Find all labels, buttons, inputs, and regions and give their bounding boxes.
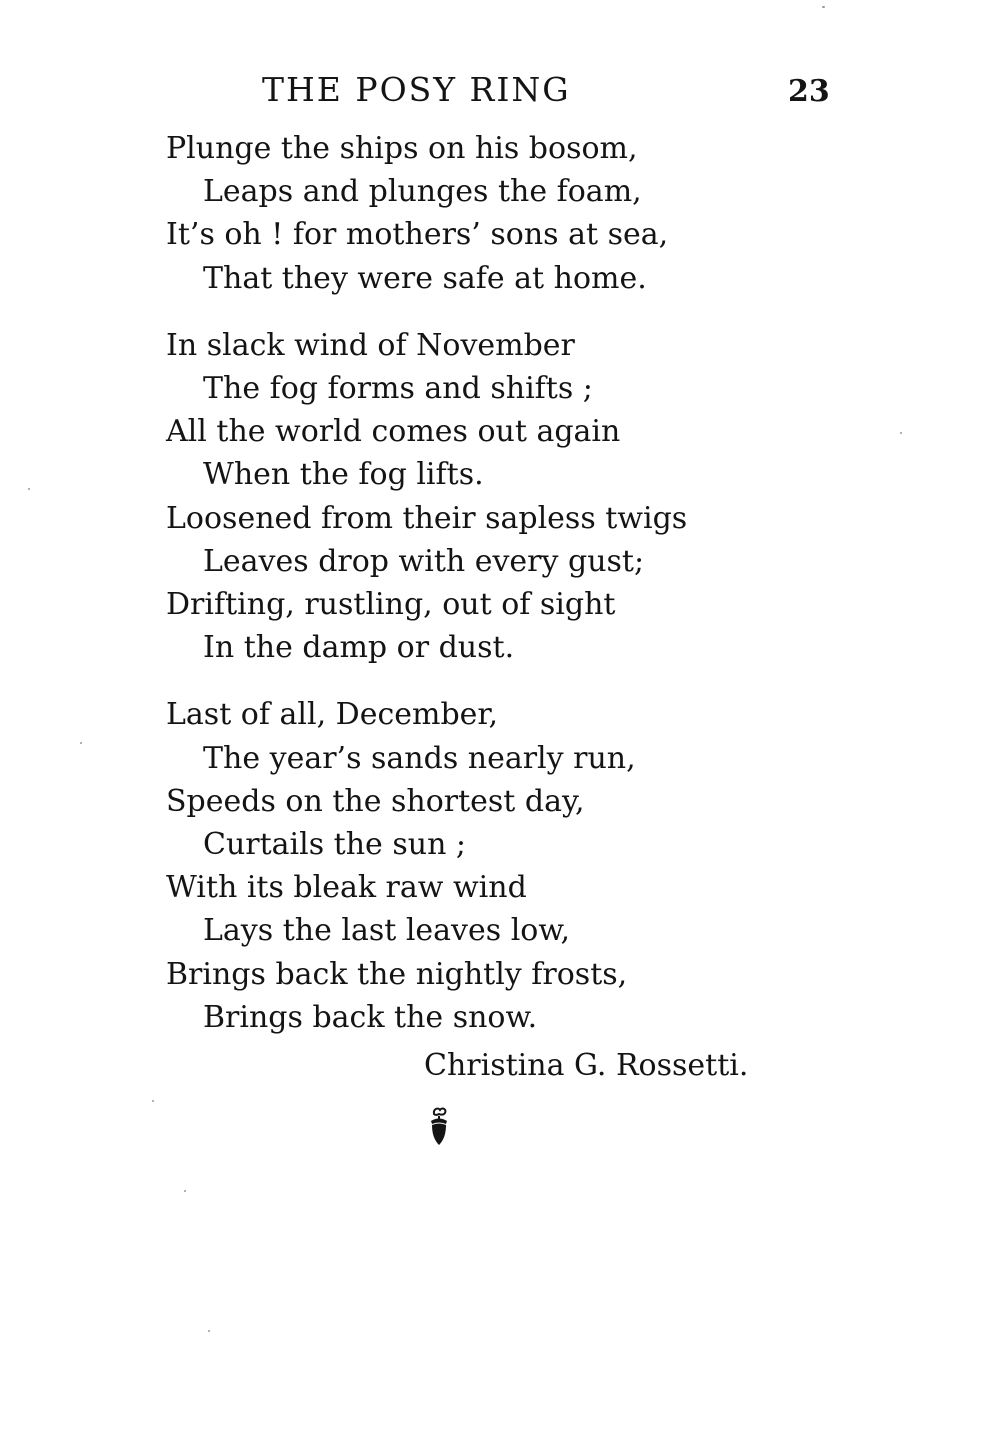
poem-line: When the fog lifts. xyxy=(203,457,484,493)
poem-line: Brings back the nightly frosts, xyxy=(166,956,628,992)
paper-speck xyxy=(208,1330,210,1332)
poem-line: That they were safe at home. xyxy=(203,260,647,296)
poem-line: Loosened from their sapless twigs xyxy=(166,500,688,536)
poem-line: It’s oh ! for mothers’ sons at sea, xyxy=(166,217,669,253)
stanza xyxy=(166,324,806,670)
poem-line: With its bleak raw wind xyxy=(166,870,527,906)
poem-line: Last of all, December, xyxy=(166,697,498,733)
paper-speck xyxy=(184,1190,186,1192)
paper-speck xyxy=(152,1100,154,1102)
poem-line: Drifting, rustling, out of sight xyxy=(166,587,616,623)
running-title: THE POSY RING xyxy=(262,70,571,109)
page-number: 23 xyxy=(788,74,830,109)
stanza xyxy=(166,127,806,300)
acorn-fleuron-icon xyxy=(424,1105,454,1150)
poem-line: Leaps and plunges the foam, xyxy=(203,174,642,210)
poem-line: Plunge the ships on his bosom, xyxy=(166,131,638,166)
poem-line: Speeds on the shortest day, xyxy=(166,783,585,819)
stanza xyxy=(166,693,806,1039)
paper-speck xyxy=(822,6,825,8)
poem-line: The year’s sands nearly run, xyxy=(203,740,636,776)
paper-speck xyxy=(28,488,30,490)
poem-line: In the damp or dust. xyxy=(203,630,515,666)
paper-speck xyxy=(900,432,902,434)
paper-speck xyxy=(80,742,82,744)
poem-line: Curtails the sun ; xyxy=(203,827,467,863)
poem-line: Lays the last leaves low, xyxy=(203,913,571,949)
author-attribution: Christina G. Rossetti. xyxy=(424,1048,749,1083)
poem-line: In slack wind of November xyxy=(166,327,575,363)
poem-line: All the world comes out again xyxy=(166,414,621,450)
poem-line: Leaves drop with every gust; xyxy=(203,543,645,579)
poem xyxy=(166,127,806,1063)
poem-line: Brings back the snow. xyxy=(203,999,538,1035)
poem-line: The fog forms and shifts ; xyxy=(203,371,593,407)
